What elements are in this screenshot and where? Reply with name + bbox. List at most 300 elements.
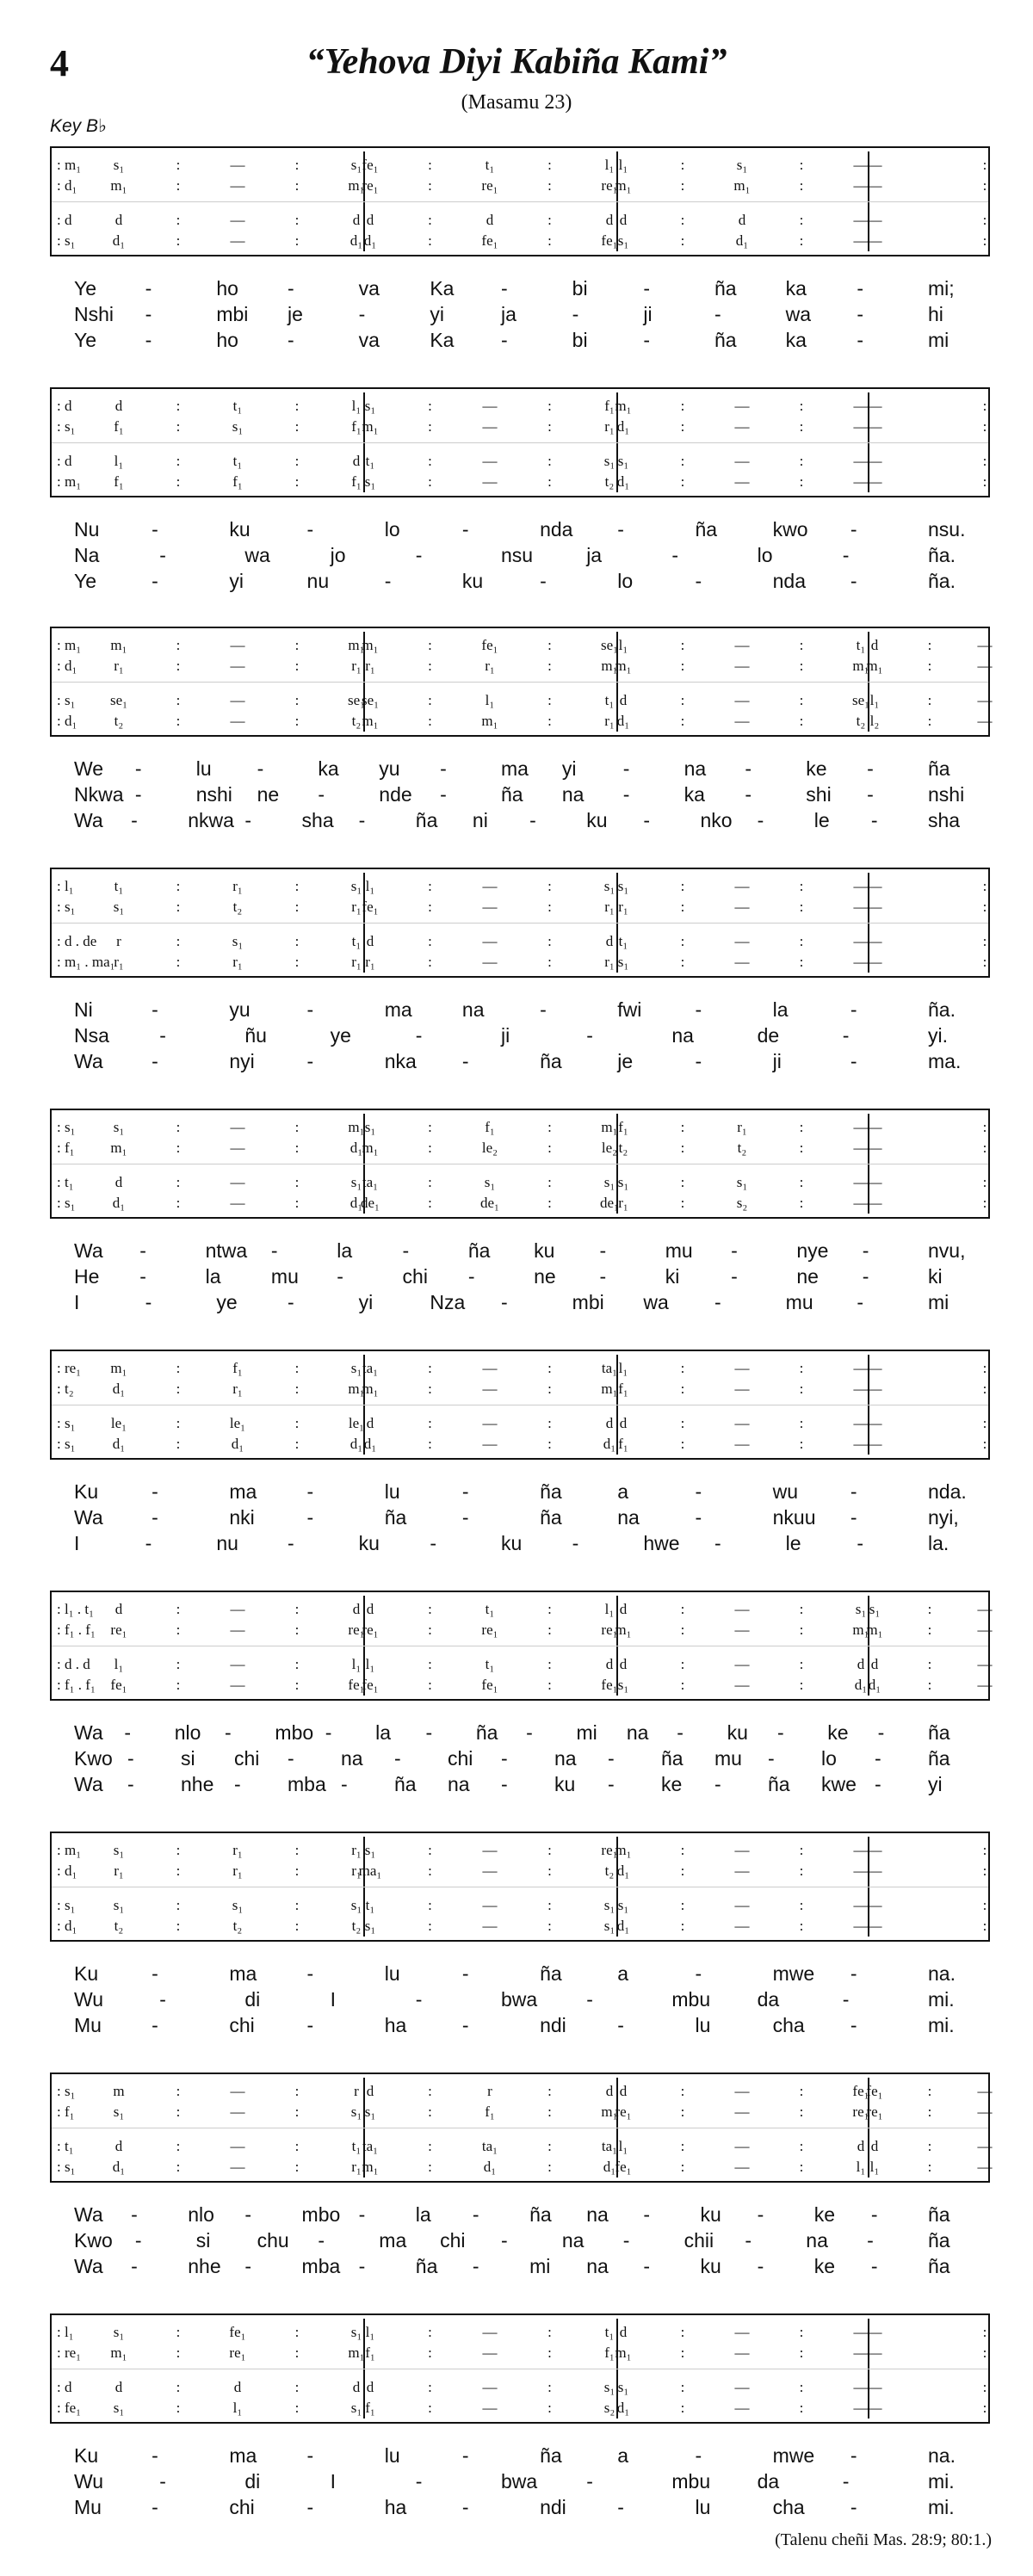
syllable-hyphen: - <box>415 1988 423 2011</box>
solfa-note: s₁ <box>113 1897 125 1913</box>
beat-separator: : <box>547 2400 552 2416</box>
solfa-note: d <box>605 212 614 228</box>
beat-separator: : <box>428 2324 432 2340</box>
solfa-note: — <box>867 2400 882 2416</box>
beat-separator: : <box>927 2103 932 2120</box>
song-subtitle: (Masamu 23) <box>461 91 572 114</box>
solfa-note: s₁ <box>869 1601 881 1617</box>
solfa-note: t₂ <box>232 1918 243 1934</box>
syllable-hyphen: - <box>608 1773 615 1795</box>
lyric-syllable: ne <box>534 1265 556 1288</box>
solfa-note: r₁ <box>351 899 362 915</box>
syllable-hyphen: - <box>152 518 158 541</box>
pickup-note: : s₁ <box>57 692 76 708</box>
beat-separator: : <box>428 177 432 194</box>
solfa-note: se₁ <box>109 692 128 708</box>
solfa-note: s₁ <box>736 157 748 173</box>
song-number: 4 <box>50 42 69 84</box>
solfa-note: — <box>482 2324 498 2340</box>
beat-separator: : <box>982 1195 987 1211</box>
solfa-note: r₁ <box>351 658 362 674</box>
beat-separator: : <box>680 2083 685 2099</box>
lyric-syllable: ji <box>643 303 653 325</box>
solfa-note: t₂ <box>114 1918 124 1934</box>
solfa-note: — <box>977 637 993 653</box>
solfa-note: — <box>734 1918 750 1934</box>
solfa-note: f₁ <box>485 1119 495 1135</box>
solfa-note: — <box>853 232 869 249</box>
lyric-line <box>50 1962 990 1988</box>
beat-separator: : <box>428 1677 432 1693</box>
solfa-note: s₁ <box>603 1174 615 1190</box>
beat-separator: : <box>680 473 685 490</box>
beat-separator: : <box>547 2379 552 2395</box>
solfa-note: m₁ <box>615 398 632 414</box>
solfa-note: ta₁ <box>601 1360 618 1376</box>
syllable-hyphen: - <box>159 2470 166 2493</box>
lyric-syllable: lu <box>384 1480 400 1503</box>
solfa-note: d <box>114 398 123 414</box>
beat-separator: : <box>927 713 932 729</box>
solfa-note: — <box>734 1601 750 1617</box>
syllable-hyphen: - <box>145 329 152 351</box>
lyric-syllable: lu <box>384 2444 400 2467</box>
lyric-syllable: sha <box>301 809 334 831</box>
solfa-note: d₁ <box>363 232 377 249</box>
lyric-syllable: chi <box>448 1747 473 1770</box>
solfa-note: de₁ <box>361 1195 380 1211</box>
lyrics-block <box>50 2444 990 2522</box>
lyric-syllable: Kwo <box>74 2229 113 2252</box>
syllable-hyphen: - <box>244 2203 252 2226</box>
solfa-note: — <box>482 2379 498 2395</box>
syllable-hyphen: - <box>306 2014 314 2036</box>
voice-row <box>52 2398 988 2418</box>
solfa-note: s₁ <box>617 954 629 970</box>
solfa-note: t₂ <box>618 1140 628 1156</box>
beat-separator: : <box>294 2159 300 2175</box>
lyric-syllable: di <box>244 1988 261 2011</box>
beat-separator: : <box>176 1360 181 1376</box>
syllable-hyphen: - <box>159 1988 166 2011</box>
solfa-note: s₁ <box>617 878 629 894</box>
voice-row <box>52 1840 988 1861</box>
solfa-note: t₂ <box>737 1140 747 1156</box>
solfa-note: — <box>482 398 498 414</box>
syllable-hyphen: - <box>643 809 650 831</box>
lyric-syllable: ma <box>379 2229 407 2252</box>
beat-separator: : <box>547 1174 552 1190</box>
lyric-syllable: na <box>806 2229 828 2252</box>
syllable-hyphen: - <box>540 570 547 592</box>
lyric-syllable: ke <box>661 1773 683 1795</box>
lyric-syllable: Ka <box>430 277 455 300</box>
voice-row <box>52 2081 993 2102</box>
beat-separator: : <box>547 2324 552 2340</box>
pickup-note: : fe₁ <box>57 2400 82 2416</box>
solfa-note: — <box>734 1897 750 1913</box>
syllable-hyphen: - <box>234 1773 241 1795</box>
solfa-note: t₁ <box>485 1601 495 1617</box>
solfa-note: de₁ <box>600 1195 619 1211</box>
beat-separator: : <box>982 933 987 949</box>
solfa-note: re₁ <box>348 1622 365 1638</box>
voice-row <box>52 1193 988 1214</box>
solfa-note: se₁ <box>361 692 380 708</box>
solfa-note: — <box>853 2344 869 2361</box>
beat-separator: : <box>799 1360 804 1376</box>
lyric-syllable: ña <box>475 1721 498 1744</box>
lyric-syllable: mi. <box>928 2470 955 2493</box>
solfa-note: ta₁ <box>362 2138 379 2154</box>
beat-separator: : <box>428 2138 432 2154</box>
beat-separator: : <box>680 453 685 469</box>
beat-separator: : <box>982 1918 987 1934</box>
solfa-note: — <box>482 473 498 490</box>
lyric-syllable: We <box>74 757 104 780</box>
solfa-note: r₁ <box>351 1842 362 1858</box>
solfa-note: — <box>867 1842 882 1858</box>
beat-separator: : <box>176 2083 181 2099</box>
beat-separator: : <box>680 1195 685 1211</box>
solfa-note: f₁ <box>114 473 124 490</box>
lyric-syllable: lo <box>821 1747 837 1770</box>
syllable-hyphen: - <box>501 1773 508 1795</box>
syllable-hyphen: - <box>572 303 579 325</box>
solfa-note: t₁ <box>232 453 243 469</box>
syllable-hyphen: - <box>134 757 142 780</box>
lyric-syllable: wa <box>785 303 812 325</box>
pickup-note: : m₁ <box>57 157 82 173</box>
solfa-note: m₁ <box>110 637 127 653</box>
syllable-hyphen: - <box>461 1506 469 1529</box>
lyric-syllable: nu <box>216 1532 238 1554</box>
solfa-note: — <box>734 453 750 469</box>
beat-separator: : <box>294 1140 300 1156</box>
lyric-syllable: ña <box>415 2255 438 2277</box>
beat-separator: : <box>294 1415 300 1431</box>
solfa-note: t₂ <box>604 473 615 490</box>
voice-row <box>52 1654 993 1675</box>
solfa-note: — <box>734 1415 750 1431</box>
solfa-note: — <box>734 2400 750 2416</box>
lyric-syllable: nkuu <box>772 1506 816 1529</box>
solfa-note: s₁ <box>232 1897 244 1913</box>
solfa-note: — <box>853 1436 869 1452</box>
beat-separator: : <box>547 418 552 435</box>
solfa-note: r₁ <box>351 954 362 970</box>
lyric-syllable: mbi <box>216 303 249 325</box>
beat-separator: : <box>176 1842 181 1858</box>
solfa-note: d <box>619 1415 628 1431</box>
lyric-syllable: nki <box>229 1506 255 1529</box>
beat-separator: : <box>176 1622 181 1638</box>
syllable-hyphen: - <box>671 544 679 566</box>
lyric-syllable: Ni <box>74 998 93 1021</box>
beat-separator: : <box>176 1140 181 1156</box>
beat-separator: : <box>799 2400 804 2416</box>
beat-separator: : <box>176 637 181 653</box>
beat-separator: : <box>547 2138 552 2154</box>
pickup-note: : d <box>57 398 72 414</box>
solfa-note: s₁ <box>113 157 125 173</box>
syllable-hyphen: - <box>529 809 536 831</box>
solfa-note: s₁ <box>350 2400 362 2416</box>
solfa-note: l₁ <box>351 1656 362 1672</box>
solfa-note: d <box>857 2138 865 2154</box>
solfa-note: s₁ <box>113 899 125 915</box>
solfa-note: fe₁ <box>601 1677 618 1693</box>
beat-separator: : <box>982 1140 987 1156</box>
beat-separator: : <box>680 212 685 228</box>
pickup-note: : d . d <box>57 1656 90 1672</box>
lyric-syllable: mwe <box>772 2444 815 2467</box>
voice-row <box>52 1916 988 1937</box>
solfa-note: fe₁ <box>481 637 498 653</box>
lyric-syllable: ña. <box>928 570 956 592</box>
pickup-note: : d <box>57 2379 72 2395</box>
beat-separator: : <box>428 1360 432 1376</box>
solfa-note: — <box>734 878 750 894</box>
voice-row <box>52 2377 988 2398</box>
beat-separator: : <box>176 692 181 708</box>
solfa-note: — <box>977 2083 993 2099</box>
syllable-hyphen: - <box>461 1050 469 1072</box>
solfa-note: — <box>853 933 869 949</box>
solfa-note: — <box>867 933 882 949</box>
solfa-note: s₁ <box>855 1601 867 1617</box>
lyric-syllable: mba <box>301 2255 341 2277</box>
syllable-hyphen: - <box>870 2203 878 2226</box>
voice-row <box>52 2322 988 2343</box>
beat-separator: : <box>799 658 804 674</box>
voice-row <box>52 952 988 973</box>
solfa-note: d <box>233 2379 242 2395</box>
pickup-note: : d <box>57 212 72 228</box>
lyric-syllable: na <box>626 1721 649 1744</box>
lyric-syllable: Ye <box>74 570 97 592</box>
syllable-hyphen: - <box>745 757 752 780</box>
beat-separator: : <box>680 1622 685 1638</box>
solfa-note: m₁ <box>348 1119 365 1135</box>
lyric-syllable: yi <box>561 757 577 780</box>
lyric-syllable: cha <box>772 2496 805 2518</box>
solfa-note: — <box>867 1140 882 1156</box>
lyric-syllable: nko <box>700 809 733 831</box>
lyric-syllable: ña <box>928 2203 950 2226</box>
lyric-syllable: ku <box>700 2255 721 2277</box>
beat-separator: : <box>680 1436 685 1452</box>
syllable-hyphen: - <box>472 2203 479 2226</box>
syllable-hyphen: - <box>731 1265 738 1288</box>
solfa-note: m₁ <box>110 1360 127 1376</box>
pickup-note: : s₁ <box>57 2159 76 2175</box>
solfa-note: re₁ <box>866 2103 883 2120</box>
solfa-note: d <box>114 1601 123 1617</box>
beat-separator: : <box>799 1656 804 1672</box>
solfa-note: d <box>114 2379 123 2395</box>
lyrics-block <box>50 1721 990 1799</box>
lyric-syllable: yi <box>358 1291 374 1313</box>
solfa-note: m₁ <box>601 1119 618 1135</box>
solfa-note: r <box>354 2083 359 2099</box>
solfa-note: — <box>734 658 750 674</box>
lyric-syllable: wa <box>643 1291 669 1313</box>
beat-separator: : <box>982 177 987 194</box>
solfa-note: s₁ <box>617 232 629 249</box>
voice-row <box>52 690 993 711</box>
beat-separator: : <box>176 878 181 894</box>
beat-separator: : <box>176 453 181 469</box>
solfa-note: — <box>734 933 750 949</box>
lyric-syllable: la <box>415 2203 431 2226</box>
beat-separator: : <box>428 2400 432 2416</box>
solfa-note: r₁ <box>737 1119 747 1135</box>
lyric-syllable: ne <box>257 783 280 806</box>
syllable-hyphen: - <box>526 1721 533 1744</box>
syllable-hyphen: - <box>599 1239 607 1262</box>
lyric-line <box>50 1265 990 1291</box>
solfa-note: s₁ <box>364 1918 376 1934</box>
solfa-note: re₁ <box>481 177 498 194</box>
lyric-syllable: mu <box>270 1265 299 1288</box>
syllable-hyphen: - <box>870 809 878 831</box>
solfa-note: — <box>230 1140 245 1156</box>
solfa-note: — <box>230 1174 245 1190</box>
solfa-note: — <box>734 899 750 915</box>
solfa-note: se₁ <box>347 692 366 708</box>
beat-separator: : <box>799 2159 804 2175</box>
beat-separator: : <box>982 1119 987 1135</box>
lyric-syllable: ma <box>229 1480 257 1503</box>
beat-separator: : <box>799 453 804 469</box>
lyric-syllable: na. <box>928 2444 956 2467</box>
solfa-note: — <box>853 1174 869 1190</box>
lyric-syllable: jo <box>330 544 346 566</box>
solfa-note: m₁ <box>348 177 365 194</box>
beat-separator: : <box>294 1863 300 1879</box>
lyric-syllable: ña <box>928 1747 950 1770</box>
lyric-syllable: mbo <box>275 1721 314 1744</box>
beat-separator: : <box>176 2344 181 2361</box>
solfa-note: r₁ <box>232 1842 243 1858</box>
solfa-note: fe₁ <box>362 899 379 915</box>
lyric-syllable: na <box>561 783 585 806</box>
voice-row <box>52 2136 993 2157</box>
beat-separator: : <box>547 1656 552 1672</box>
solfa-note: — <box>853 2400 869 2416</box>
lyric-syllable: lu <box>384 1962 400 1985</box>
syllable-hyphen: - <box>159 1024 166 1047</box>
solfa-note: m₁ <box>348 1381 365 1397</box>
syllable-hyphen: - <box>842 1988 850 2011</box>
solfa-note: — <box>482 2344 498 2361</box>
solfa-note: — <box>853 418 869 435</box>
beat-separator: : <box>294 157 300 173</box>
solfa-note: l₁ <box>351 398 362 414</box>
solfa-note: d <box>870 637 879 653</box>
syllable-hyphen: - <box>124 1721 132 1744</box>
beat-separator: : <box>176 933 181 949</box>
solfa-note: s₁ <box>364 2103 376 2120</box>
solfa-note: l₁ <box>114 1656 124 1672</box>
solfa-note: — <box>867 473 882 490</box>
solfa-note: — <box>853 473 869 490</box>
syllable-hyphen: - <box>776 1721 784 1744</box>
solfa-note: — <box>867 177 882 194</box>
beat-separator: : <box>927 2083 932 2099</box>
beat-separator: : <box>176 1601 181 1617</box>
staff-divider <box>52 682 988 683</box>
solfa-note: re₁ <box>852 2103 869 2120</box>
lyrics-block <box>50 1239 990 1317</box>
syllable-hyphen: - <box>288 277 294 300</box>
beat-separator: : <box>294 1677 300 1693</box>
beat-separator: : <box>428 899 432 915</box>
beat-separator: : <box>982 398 987 414</box>
solfa-note: — <box>482 2400 498 2416</box>
music-system <box>50 146 990 256</box>
lyric-syllable: I <box>330 1988 336 2011</box>
lyric-syllable: nshi <box>195 783 232 806</box>
lyric-line <box>50 1291 990 1317</box>
syllable-hyphen: - <box>306 998 314 1021</box>
lyric-line <box>50 1773 990 1799</box>
beat-separator: : <box>982 954 987 970</box>
solfa-note: re₁ <box>362 1622 379 1638</box>
lyric-line <box>50 2470 990 2496</box>
syllable-hyphen: - <box>643 2255 650 2277</box>
syllable-hyphen: - <box>695 1962 702 1985</box>
solfa-note: s₁ <box>364 398 376 414</box>
syllable-hyphen: - <box>288 1532 294 1554</box>
beat-separator: : <box>176 658 181 674</box>
solfa-note: d <box>605 2083 614 2099</box>
lyric-syllable: yi. <box>928 1024 948 1047</box>
lyric-syllable: lu <box>195 757 212 780</box>
lyric-syllable: yi <box>928 1773 943 1795</box>
solfa-note: d₁ <box>349 1195 363 1211</box>
syllable-hyphen: - <box>152 1962 158 1985</box>
beat-separator: : <box>547 933 552 949</box>
lyric-line <box>50 2255 990 2281</box>
solfa-note: — <box>734 1622 750 1638</box>
solfa-note: — <box>230 232 245 249</box>
solfa-note: re₁ <box>601 177 618 194</box>
syllable-hyphen: - <box>867 757 874 780</box>
beat-separator: : <box>428 2379 432 2395</box>
lyric-syllable: shi <box>806 783 832 806</box>
solfa-note: le₁ <box>348 1415 365 1431</box>
solfa-note: m <box>113 2083 125 2099</box>
solfa-note: r₁ <box>365 954 375 970</box>
beat-separator: : <box>982 157 987 173</box>
solfa-note: — <box>853 453 869 469</box>
pickup-note: : t₂ <box>57 1381 74 1397</box>
syllable-hyphen: - <box>695 998 702 1021</box>
solfa-note: — <box>867 1119 882 1135</box>
lyric-line <box>50 2496 990 2522</box>
syllable-hyphen: - <box>842 544 850 566</box>
syllable-hyphen: - <box>875 1773 881 1795</box>
solfa-note: se₁ <box>600 637 619 653</box>
beat-separator: : <box>547 713 552 729</box>
lyric-syllable: nye <box>796 1239 829 1262</box>
solfa-note: — <box>482 1897 498 1913</box>
beat-separator: : <box>294 899 300 915</box>
solfa-note: re₁ <box>229 2344 246 2361</box>
syllable-hyphen: - <box>857 1532 863 1554</box>
